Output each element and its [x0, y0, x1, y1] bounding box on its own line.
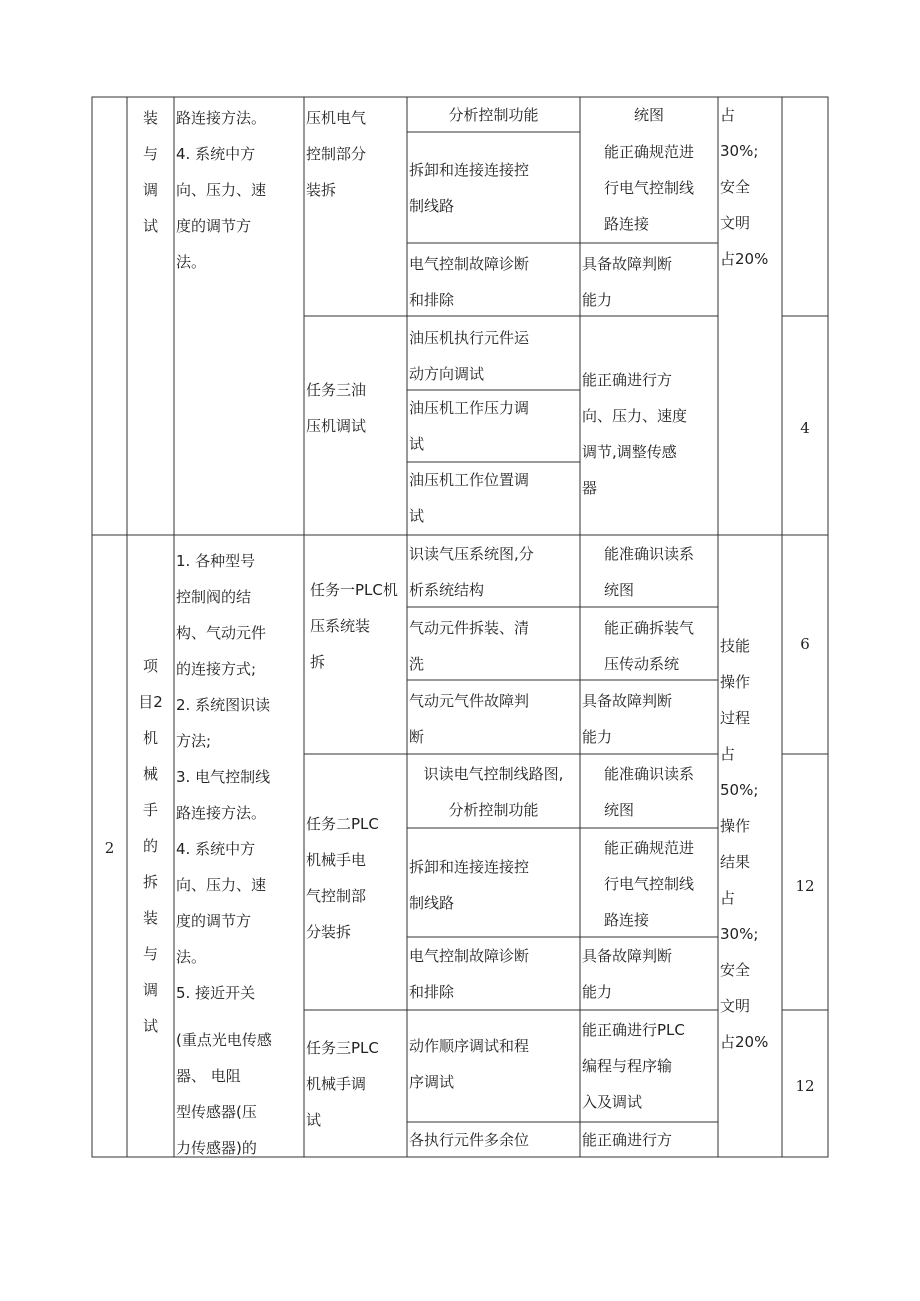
row2-project-name: 项 目2 机 械 手 的 拆 装 与 调 试 [138, 657, 163, 1035]
row2-assessment: 技能 操作 过程 占 50%; 操作 结果 占 30%; 安全 文明 占20% [720, 637, 769, 1051]
row2-req-3: 具备故障判断 能力 [582, 692, 673, 746]
row1-content: 路连接方法。 4. 系统中方 向、压力、速 度的调节方 法。 [176, 109, 267, 271]
row2-hours-task1: 6 [800, 635, 810, 653]
row2-req-7: 能正确进行PLC 编程与程序输 入及调试 [582, 1021, 685, 1111]
row2-req-4: 能准确识读系 统图 [604, 765, 695, 819]
row2-task2: 任务二PLC 机械手电 气控制部 分装拆 [306, 815, 379, 941]
row2-subtask-1: 识读气压系统图,分 析系统结构 [409, 545, 534, 599]
row2-req-1: 能准确识读系 统图 [604, 545, 695, 599]
row2-req-5: 能正确规范进 行电气控制线 路连接 [604, 839, 695, 929]
row1-hours: 4 [800, 419, 810, 437]
row2-task3: 任务三PLC 机械手调 试 [306, 1039, 379, 1129]
row1-subtask-2: 拆卸和连接连接控 制线路 [409, 161, 530, 215]
row1-subtask-4: 油压机执行元件运 动方向调试 [409, 329, 530, 383]
row2-subtask-2: 气动元件拆装、清 洗 [409, 619, 530, 673]
row1-subtask-1: 分析控制功能 [448, 106, 539, 124]
row2-task1: 任务一PLC机 压系统装 拆 [310, 581, 398, 671]
row2-subtask-7: 动作顺序调试和程 序调试 [409, 1037, 530, 1091]
row1-req-3: 具备故障判断 能力 [582, 255, 673, 309]
row1-assessment: 占 30%; 安全 文明 占20% [720, 106, 769, 268]
row2-req-6: 具备故障判断 能力 [582, 947, 673, 1001]
row2-req-2: 能正确拆装气 压传动系统 [604, 619, 695, 673]
row2-hours-task2: 12 [795, 877, 815, 895]
row2-seq: 2 [104, 839, 115, 857]
row2-subtask-3: 气动元气件故障判 断 [409, 692, 530, 746]
row1-task2: 压机电气 控制部分 装拆 [306, 109, 367, 199]
row2-subtask-5: 拆卸和连接连接控 制线路 [409, 858, 530, 912]
row2-subtask-6: 电气控制故障诊断 和排除 [409, 947, 530, 1001]
row2-subtask-8: 各执行元件多余位 [409, 1131, 530, 1149]
row1-project-name: 装 与 调 试 [142, 109, 158, 235]
row1-task3: 任务三油 压机调试 [306, 381, 367, 435]
row2-req-8: 能正确进行方 [582, 1131, 673, 1149]
row1-req-2: 能正确规范进 行电气控制线 路连接 [604, 143, 695, 233]
row1-req-4: 能正确进行方 向、压力、速度 调节,调整传感 器 [582, 371, 688, 497]
row1-subtask-3: 电气控制故障诊断 和排除 [409, 255, 530, 309]
row1-req-1: 统图 [633, 106, 664, 124]
row2-subtask-4: 识读电气控制线路图, 分析控制功能 [423, 765, 564, 819]
row2-hours-task3: 12 [795, 1077, 815, 1095]
row1-subtask-6: 油压机工作位置调 试 [409, 471, 530, 525]
row2-content-tail: (重点光电传感 器、 电阻 型传感器(压 力传感器)的 [176, 1031, 272, 1157]
row1-subtask-5: 油压机工作压力调 试 [409, 399, 530, 453]
row2-content: 1. 各种型号 控制阀的结 构、气动元件 的连接方式; 2. 系统图识读 方法; 3. 电气控制线 路连接方法。 4. 系统中方 向、压力、速 度的调节方 法。 5. 接近开关 [176, 552, 271, 1002]
